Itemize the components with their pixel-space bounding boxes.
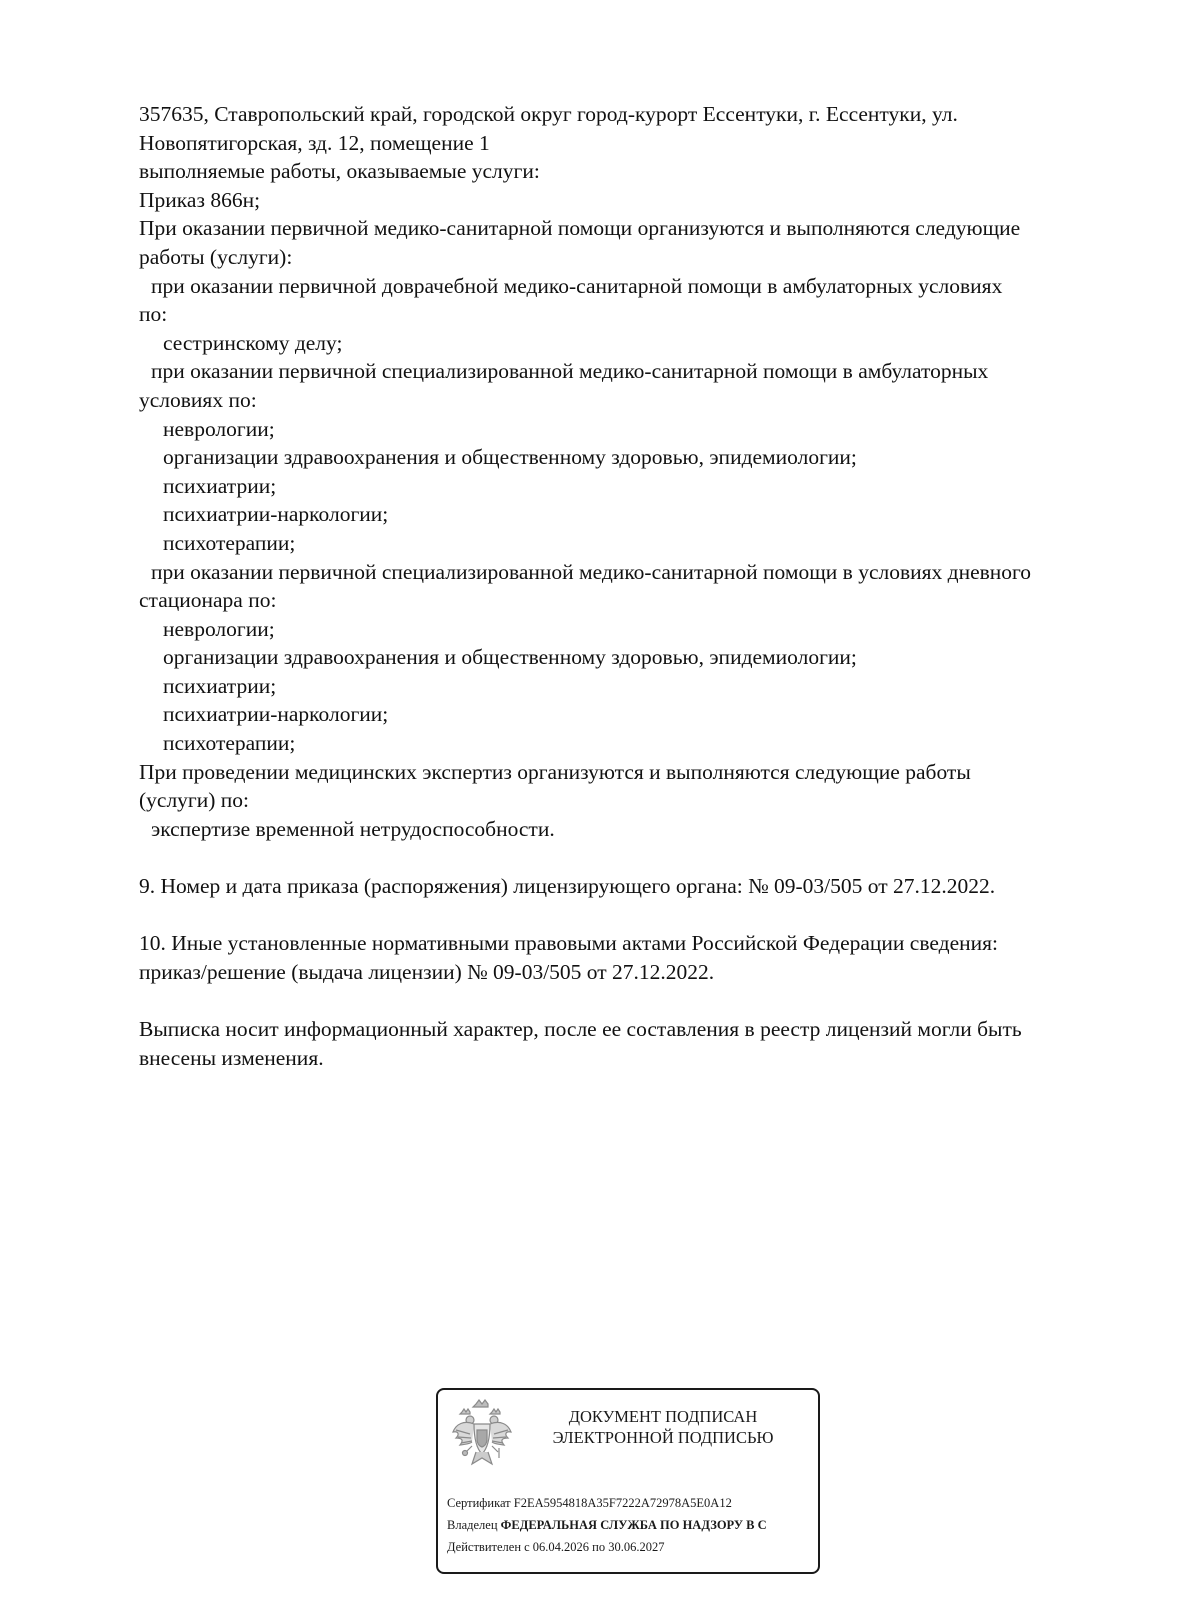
disclaimer-line-2: внесены изменения. <box>139 1045 324 1070</box>
disclaimer-line-1: Выписка носит информационный характер, после ее составления в реестр лицензий могли быть <box>139 1017 1022 1041</box>
service-item: психиатрии-наркологии; <box>163 502 389 527</box>
document-body <box>139 100 1129 1072</box>
section-10-line-2: приказ/решение (выдача лицензии) № 09-03/505 от 27.12.2022. <box>139 959 715 984</box>
order-ref: Приказ 866н; <box>139 187 261 212</box>
owner-label: Владелец <box>447 1518 498 1532</box>
primary-care-intro-1: При оказании первичной медико-санитарной помощи организуются и выполняются следующие <box>139 216 1021 241</box>
service-item: неврологии; <box>163 416 275 441</box>
prehospital-heading-1: при оказании первичной доврачебной медико-санитарной помощи в амбулаторных условиях <box>151 273 1003 298</box>
service-item: сестринскому делу; <box>163 330 343 355</box>
stamp-title-line-2: ЭЛЕКТРОННОЙ ПОДПИСЬЮ <box>552 1428 774 1447</box>
spacer <box>139 986 1129 1015</box>
spacer <box>139 843 1129 872</box>
validity-row: Действителен с 06.04.2026 по 30.06.2027 <box>447 1540 665 1554</box>
service-item: психиатрии; <box>163 673 277 698</box>
service-item: неврологии; <box>163 616 275 641</box>
expertise-heading-2: (услуги) по: <box>139 788 250 813</box>
service-item: психиатрии; <box>163 473 277 498</box>
prehospital-heading-2: по: <box>139 302 168 327</box>
certificate-label: Сертификат <box>447 1496 511 1510</box>
specialized-outpatient-heading-2: условиях по: <box>139 387 257 412</box>
expertise-heading-1: При проведении медицинских экспертиз организуются и выполняются следующие работы <box>139 759 971 784</box>
stamp-details <box>447 1492 767 1558</box>
certificate-row <box>447 1492 767 1514</box>
stamp-title-line-1: ДОКУМЕНТ ПОДПИСАН <box>568 1407 758 1426</box>
service-item: экспертизе временной нетрудоспособности. <box>151 816 555 841</box>
electronic-signature-stamp <box>436 1388 820 1574</box>
day-hospital-heading-1: при оказании первичной специализированной медико-санитарной помощи в условиях дневного <box>151 559 1032 584</box>
service-item: психотерапии; <box>163 530 296 555</box>
spacer <box>139 901 1129 930</box>
service-item: организации здравоохранения и общественному здоровью, эпидемиологии; <box>163 645 857 670</box>
section-10-line-1: 10. Иные установленные нормативными правовыми актами Российской Федерации сведения: <box>139 931 998 956</box>
owner-row <box>447 1514 767 1536</box>
section-9: 9. Номер и дата приказа (распоряжения) лицензирующего органа: № 09-03/505 от 27.12.2022. <box>139 874 996 899</box>
service-item: психиатрии-наркологии; <box>163 702 389 727</box>
stamp-title <box>528 1406 798 1448</box>
day-hospital-heading-2: стационара по: <box>139 588 277 613</box>
service-item: организации здравоохранения и общественному здоровью, эпидемиологии; <box>163 445 857 470</box>
address-line-1: 357635, Ставропольский край, городской округ город-курорт Ессентуки, г. Ессентуки, ул. <box>139 102 958 126</box>
address-line-2: Новопятигорская, зд. 12, помещение 1 <box>139 130 490 155</box>
specialized-outpatient-heading-1: при оказании первичной специализированной медико-санитарной помощи в амбулаторных <box>151 359 989 384</box>
primary-care-intro-2: работы (услуги): <box>139 244 293 269</box>
service-item: психотерапии; <box>163 731 296 756</box>
coat-of-arms-icon <box>450 1398 514 1470</box>
owner-value: ФЕДЕРАЛЬНАЯ СЛУЖБА ПО НАДЗОРУ В С <box>500 1518 767 1532</box>
works-heading: выполняемые работы, оказываемые услуги: <box>139 159 540 184</box>
certificate-value: F2EA5954818A35F7222A72978A5E0A12 <box>513 1496 732 1510</box>
